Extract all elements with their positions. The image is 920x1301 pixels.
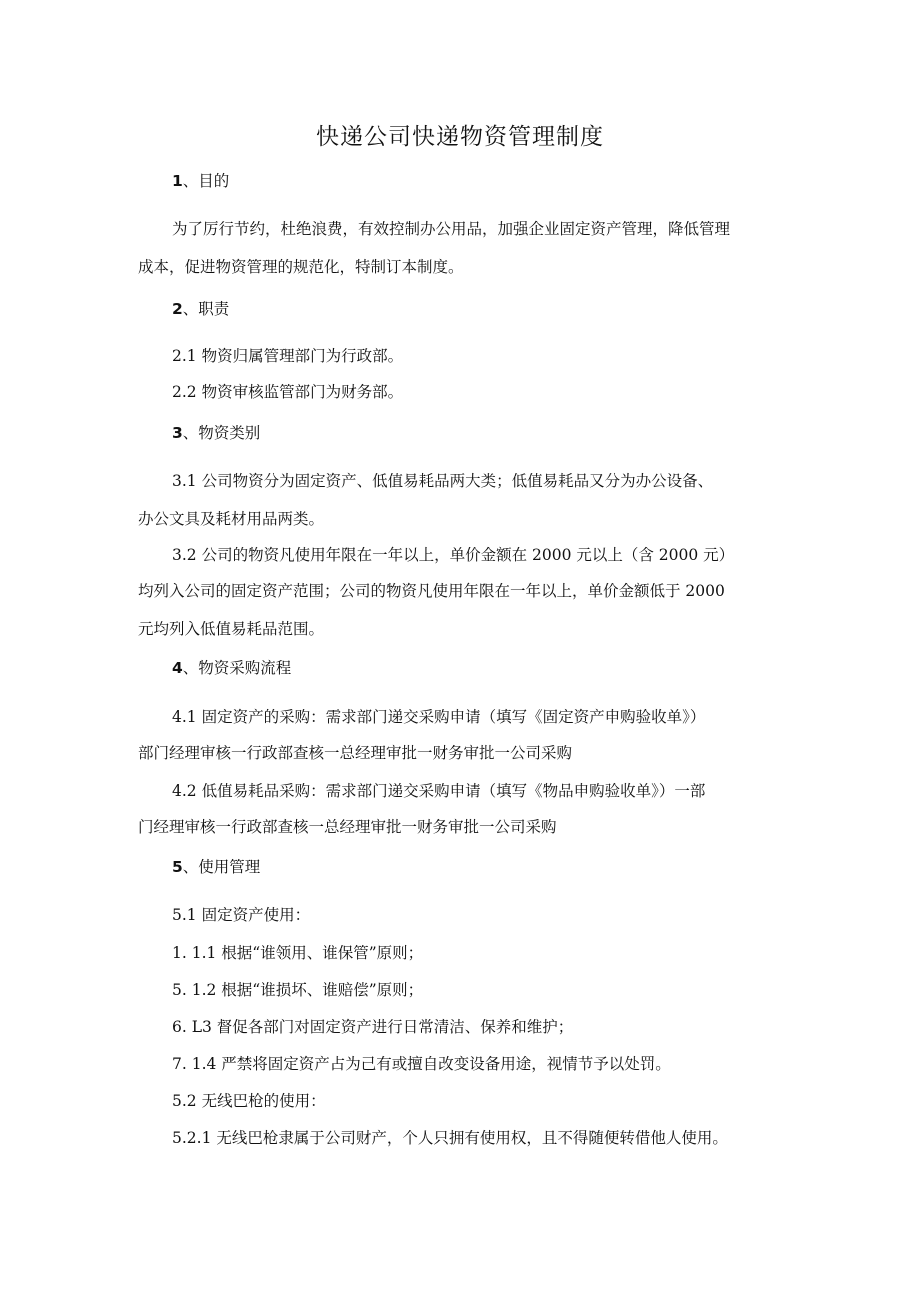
list-item: 6. L3 督促各部门对固定资产进行日常清洁、保养和维护； (172, 1018, 574, 1036)
section-heading-duties: 2、职责 (172, 300, 230, 318)
paragraph-line: 3.2 公司的物资凡使用年限在一年以上，单价金额在 2000 元以上（含 2000 元） (172, 546, 735, 564)
list-item: 7. 1.4 严禁将固定资产占为己有或擅自改变设备用途，视情节予以处罚。 (172, 1055, 671, 1073)
paragraph-line: 门经理审核一行政部查核一总经理审批一财务审批一公司采购 (138, 818, 557, 836)
paragraph-line: 4.2 低值易耗品采购：需求部门递交采购申请（填写《物品申购验收单》）一部 (172, 782, 706, 800)
paragraph-line: 部门经理审核一行政部查核一总经理审批一财务审批一公司采购 (138, 744, 573, 762)
paragraph-line: 2.2 物资审核监管部门为财务部。 (172, 383, 404, 401)
paragraph-line: 为了厉行节约，杜绝浪费，有效控制办公用品，加强企业固定资产管理，降低管理 (172, 220, 731, 238)
paragraph-line: 均列入公司的固定资产范围；公司的物资凡使用年限在一年以上，单价金额低于 2000 (138, 582, 725, 600)
document-title: 快递公司快递物资管理制度 (316, 124, 604, 150)
paragraph-line: 2.1 物资归属管理部门为行政部。 (172, 347, 404, 365)
paragraph-line: 办公文具及耗材用品两类。 (138, 510, 325, 528)
paragraph-line: 5.1 固定资产使用： (172, 906, 311, 924)
paragraph-line: 5.2 无线巴枪的使用： (172, 1092, 326, 1110)
section-heading-usage: 5、使用管理 (172, 858, 261, 876)
section-heading-purpose: 1、目的 (172, 172, 230, 190)
section-heading-procurement: 4、物资采购流程 (172, 659, 292, 677)
section-heading-categories: 3、物资类别 (172, 424, 261, 442)
paragraph-line: 成本，促进物资管理的规范化，特制订本制度。 (138, 258, 464, 276)
paragraph-line: 3.1 公司物资分为固定资产、低值易耗品两大类；低值易耗品又分为办公设备、 (172, 472, 714, 490)
list-item: 1. 1.1 根据“谁领用、谁保管”原则； (172, 944, 424, 962)
paragraph-line: 元均列入低值易耗品范围。 (138, 620, 325, 638)
paragraph-line: 5.2.1 无线巴枪隶属于公司财产，个人只拥有使用权，且不得随便转借他人使用。 (172, 1129, 728, 1147)
list-item: 5. 1.2 根据“谁损坏、谁赔偿”原则； (172, 981, 424, 999)
paragraph-line: 4.1 固定资产的采购：需求部门递交采购申请（填写《固定资产申购验收单》） (172, 708, 706, 726)
